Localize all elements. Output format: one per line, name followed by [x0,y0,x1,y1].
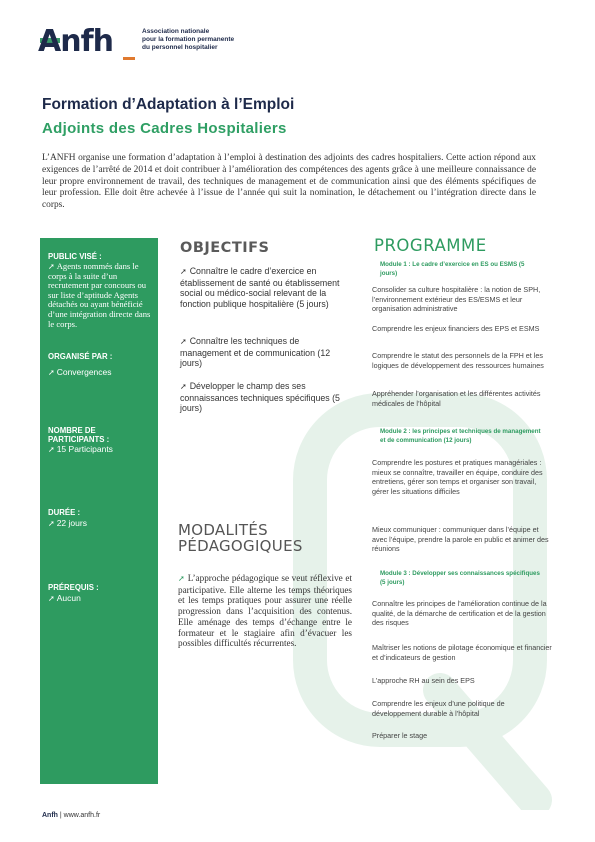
arrow-icon: ➚ [48,262,55,271]
arrow-icon: ➚ [178,574,185,583]
organise-label: ORGANISÉ PAR : [48,352,113,361]
arrow-icon: ➚ [48,445,55,454]
modalites-text: ➚ L’approche pédagogique se veut réflexive et participative. Elle alterne les temps théoriques et les temps pratiques pour assurer une réelle progression dans l’acquisition des contenus. Elle aménage des temps d’échange entre le formateur et le stagiaire afin d’évacuer les possibles difficultés récurrentes. [178,573,352,649]
programme-item: Mieux communiquer : communiquer dans l’équipe et avec l’équipe, prendre la parole en public et animer des réunions [372,525,549,554]
footer-website-link[interactable]: www.anfh.fr [63,812,101,819]
organise-value: ➚ Convergences [48,367,112,377]
programme-heading: PROGRAMME [374,236,487,255]
module-1-title: Module 1 : Le cadre d’exercice en ES ou ESMS (5 jours) [380,261,525,277]
public-label: PUBLIC VISÉ : [48,252,102,261]
arrow-icon: ➚ [180,337,187,346]
prereq-value: ➚ Aucun [48,593,81,603]
programme-item: Connaître les principes de l’amélioration continue de la qualité, de la démarche de certification et de la gestion des risques [372,599,547,628]
programme-item: Consolider sa culture hospitalière : la notion de SPH, l’environnement extérieur des ES/ESMS et leur organisation administrative [372,285,541,314]
arrow-icon: ➚ [48,519,55,528]
anfh-logo: Anfh [38,24,113,59]
duree-label: DURÉE : [48,508,81,517]
programme-item: Comprendre les enjeux d’une politique de développement durable à l’hôpital [372,699,505,718]
page-subtitle: Adjoints des Cadres Hospitaliers [42,120,287,137]
objectif-item: ➚ Connaître le cadre d’exercice en établissement de santé ou établissement social ou médico-social relevant de la fonction publique hospitalière (5 jours) [180,266,340,309]
arrow-icon: ➚ [180,267,187,276]
programme-item: Comprendre le statut des personnels de la FPH et les logiques de développement des ressources humaines [372,351,544,370]
public-value: ➚ Agents nommés dans le corps à la suite d’un recrutement par concours ou sur liste d’aptitude Agents détachés ou ayant bénéficié d’une intégration directe dans le corps. [48,261,151,329]
participants-label: NOMBRE DE PARTICIPANTS : [48,426,110,444]
module-3-title: Module 3 : Développer ses connaissances spécifiques (5 jours) [380,570,540,586]
arrow-icon: ➚ [48,368,55,377]
programme-item: Maîtriser les notions de pilotage économique et financier et d’indicateurs de gestion [372,643,552,662]
objectif-item: ➚ Connaître les techniques de management et de communication (12 jours) [180,336,331,369]
intro-paragraph: L’ANFH organise une formation d’adaptation à l’emploi à destination des adjoints des cadres hospitaliers. Cette action répond aux exigences de l’arrêté de 2014 et doit contribuer à l’amélioration des compétences des agents grâce à une meilleure connaissance de leur propre environnement de travail, des techniques de management et de communication ainsi que des éléments spécifiques de leur profession. Elle doit être achevée à l’issue de l’année qui suit la nomination, le détachement ou l’intégration directe dans le corps. [42,153,536,211]
duree-value: ➚ 22 jours [48,518,87,528]
participants-value: ➚ 15 Participants [48,444,113,454]
arrow-icon: ➚ [180,382,187,391]
arrow-icon: ➚ [48,594,55,603]
programme-item: Appréhender l’organisation et les différentes activités médicales de l’hôpital [372,389,541,408]
module-2-title: Module 2 : les principes et techniques de management et de communication (12 jours) [380,428,541,444]
programme-item: Comprendre les enjeux financiers des EPS et ESMS [372,324,540,333]
footer-brand: Anfh [42,812,58,819]
modalites-heading: MODALITÉS PÉDAGOGIQUES [178,521,303,555]
prereq-label: PRÉREQUIS : [48,583,99,592]
objectifs-heading: OBJECTIFS [180,240,270,256]
programme-item: Préparer le stage [372,731,428,740]
programme-item: L’approche RH au sein des EPS [372,676,475,685]
page-title: Formation d’Adaptation à l’Emploi [42,96,295,113]
footer-separator: | [59,812,64,819]
footer [42,812,100,819]
objectif-item: ➚ Développer le champ des ses connaissances techniques spécifiques (5 jours) [180,381,340,414]
programme-item: Comprendre les postures et pratiques managériales : mieux se connaître, travailler en équipe, conduire des entretiens, gérer son temps et organiser son travail, gérer les situations difficiles [372,458,543,496]
logo-subtitle: Association nationale pour la formation permanente du personnel hospitalier [142,28,235,51]
logo-orange-bar [123,57,135,60]
